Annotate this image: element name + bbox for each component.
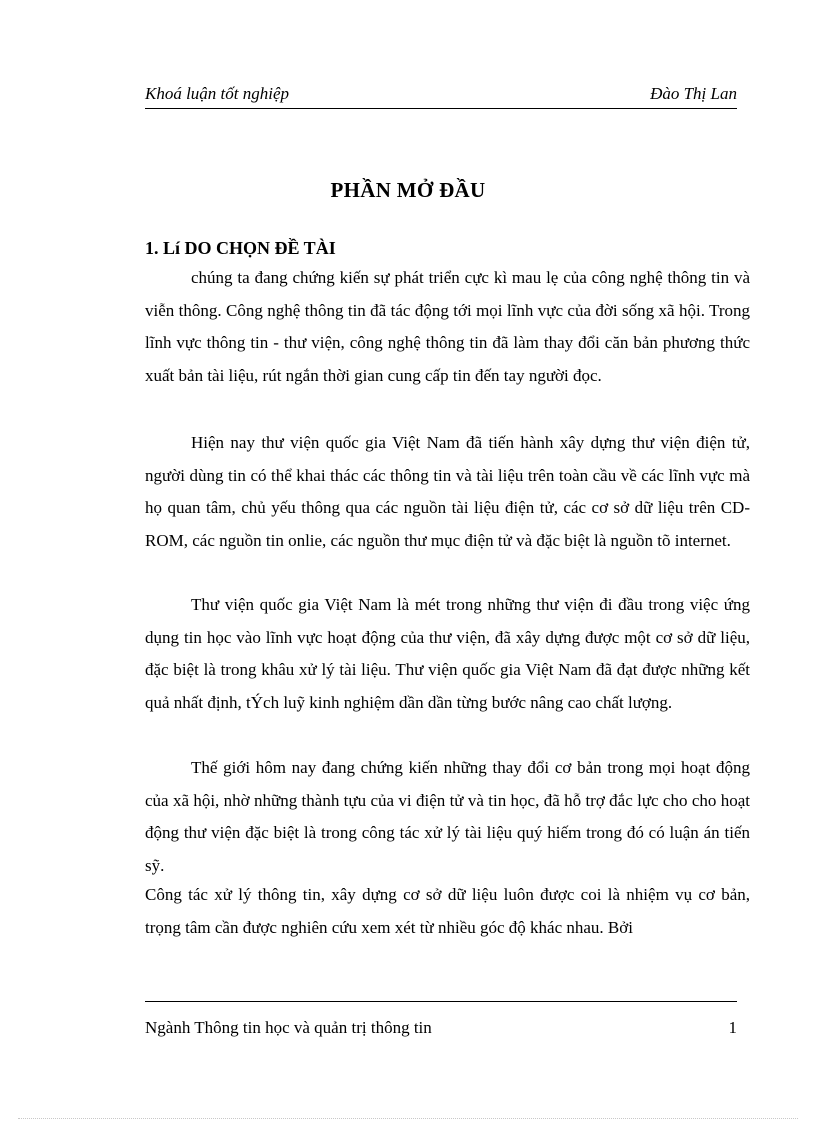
footer-department: Ngành Thông tin học và quản trị thông tin (145, 1018, 432, 1037)
page-break-line (18, 1118, 798, 1119)
page-header (145, 84, 737, 109)
paragraph-2: Hiện nay thư viện quốc gia Việt Nam đã tiến hành xây dựng thư viện điện tử, người dùng tin có thể khai thác các thông tin và tài liệu trên toàn cầu về các lĩnh vực mà họ quan tâm, chủ yếu thông qua các nguồn tài liệu điện tử, các cơ sở dữ liệu trên CD-ROM, các nguồn tin onlie, các nguồn thư mục điện tử và đặc biệt là nguồn tõ internet. (145, 433, 750, 550)
header-author-name: Đào Thị Lan (650, 84, 737, 103)
paragraph-5: Công tác xử lý thông tin, xây dựng cơ sở dữ liệu luôn được coi là nhiệm vụ cơ bản, trọng tâm cần được nghiên cứu xem xét từ nhiều góc độ khác nhau. Bởi (145, 885, 750, 937)
page-number: 1 (728, 1018, 737, 1037)
section-heading: 1. Lí DO CHỌN ĐỀ TÀI (145, 238, 336, 258)
page-title: PHẦN MỞ ĐẦU (330, 178, 486, 202)
footer-divider (145, 1001, 737, 1002)
paragraph-3: Thư viện quốc gia Việt Nam là mét trong những thư viện đi đầu trong việc ứng dụng tin học vào lĩnh vực hoạt động của thư viện, đã xây dựng được một cơ sở dữ liệu, đặc biệt là trong khâu xử lý tài liệu. Thư viện quốc gia Việt Nam đã đạt được những kết quả nhất định, tÝch luỹ kinh nghiệm dần dần từng bước nâng cao chất lượng. (145, 595, 750, 712)
paragraph-1: chúng ta đang chứng kiến sự phát triển cực kì mau lẹ của công nghệ thông tin và viễn thông. Công nghệ thông tin đã tác động tới mọi lĩnh vực của đời sống xã hội. Trong lĩnh vực thông tin - thư viện, công nghệ thông tin đã làm thay đổi căn bản phương thức xuất bản tài liệu, rút ngắn thời gian cung cấp tin đến tay người đọc. (145, 268, 750, 385)
paragraph-4: Thế giới hôm nay đang chứng kiến những thay đổi cơ bản trong mọi hoạt động của xã hội, nhờ những thành tựu của vi điện tử và tin học, đã hỗ trợ đắc lực cho cho hoạt động thư viện đặc biệt là trong công tác xử lý tài liệu quý hiếm trong đó có luận án tiến sỹ. (145, 758, 750, 875)
header-thesis-label: Khoá luận tốt nghiệp (145, 84, 290, 103)
